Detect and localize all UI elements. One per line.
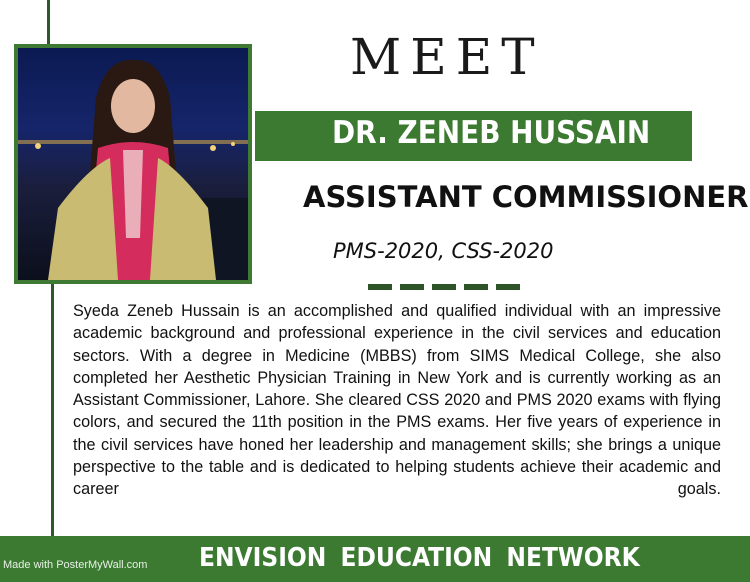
profile-photo bbox=[18, 48, 248, 280]
decorative-line-top bbox=[47, 0, 50, 48]
organization-name: ENVISION EDUCATION NETWORK bbox=[199, 543, 640, 573]
dash bbox=[400, 284, 424, 290]
dash bbox=[464, 284, 488, 290]
decorative-dashes bbox=[368, 284, 520, 290]
dash bbox=[432, 284, 456, 290]
watermark-link[interactable]: Made with PosterMyWall.com bbox=[3, 559, 148, 571]
meet-heading: MEET bbox=[350, 28, 544, 86]
decorative-line-bottom bbox=[51, 283, 54, 538]
dash bbox=[496, 284, 520, 290]
profile-exams: PMS-2020, CSS-2020 bbox=[333, 239, 554, 263]
profile-photo-frame bbox=[14, 44, 252, 284]
profile-position: ASSISTANT COMMISSIONER bbox=[303, 180, 749, 214]
biography-text: Syeda Zeneb Hussain is an accomplished and qualified individual with an impressive academic background and professional experience in the civil services and education sectors. With a degree in Medicine (MBBS) from SIMS Medical College, she also completed her Aesthetic Physician Training in New York and is currently working as an Assistant Commissioner, Lahore. She cleared CSS 2020 and PMS 2020 exams with flying colors, and secured the 11th position in the PMS exams. Her five years of experience in the civil services have honed her leadership and management skills; she brings a unique perspective to the table and is dedicated to helping students achieve their academic and career goals. bbox=[73, 302, 721, 499]
profile-name: DR. ZENEB HUSSAIN bbox=[332, 115, 651, 151]
banner-rule bbox=[255, 106, 692, 108]
dash bbox=[368, 284, 392, 290]
profile-photo-illustration bbox=[18, 48, 248, 280]
